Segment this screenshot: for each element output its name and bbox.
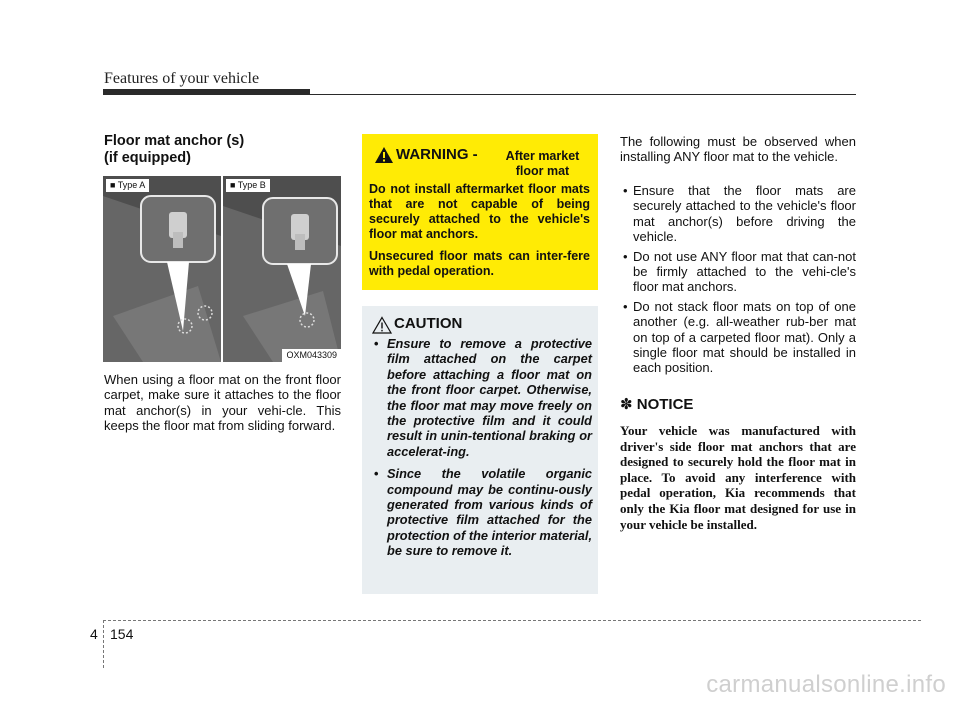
caution-item — [374, 336, 592, 459]
page-header-title: Features of your vehicle — [104, 70, 260, 87]
caution-box — [362, 306, 598, 594]
page-number: 154 — [110, 626, 134, 642]
caution-item-text: Since the volatile organic compound may be continu-ously generated from various kinds of protective film attached for the protection of the interior material, be sure to remove it. — [387, 466, 592, 559]
instructions-intro: The following must be observed when installing ANY floor mat to the vehicle. — [620, 134, 856, 165]
figure-divider — [221, 176, 223, 362]
bullet: • — [623, 183, 628, 198]
header-rule — [103, 89, 310, 95]
bullet: • — [623, 298, 628, 314]
instruction-item — [620, 183, 856, 245]
instruction-item-text: Ensure that the floor mats are securely attached to the vehicle's floor mat anchor(s) before driving the vehicle. — [633, 183, 856, 245]
chapter-number: 4 — [90, 626, 98, 642]
warning-body — [369, 182, 590, 286]
section-title-line2: (if equipped) — [104, 150, 191, 166]
floor-mat-anchor-figure — [103, 176, 341, 362]
notice-title: ✽ NOTICE — [620, 396, 694, 413]
bullet: • — [374, 336, 379, 351]
caution-title: CAUTION — [394, 315, 463, 332]
instruction-item-text: Do not stack floor mats on top of one another (e.g. all-weather rub-ber mat on top of a carpeted floor mat). Only a single floor mat should be installed in each position. — [633, 298, 856, 376]
type-b-label: ■ Type B — [226, 179, 270, 192]
caution-item — [374, 466, 592, 558]
bullet: • — [374, 466, 379, 482]
warning-paragraph: Do not install aftermarket floor mats that are not capable of being securely attached to the vehicle's floor mat anchors. — [369, 182, 590, 241]
instruction-item — [620, 299, 856, 376]
section-title — [104, 133, 354, 167]
type-a-photo — [103, 176, 221, 362]
caution-list — [374, 336, 592, 566]
instructions-list — [620, 183, 856, 380]
type-b-photo — [223, 176, 341, 362]
section-body: When using a floor mat on the front floor carpet, make sure it attaches to the floor mat anchor(s) in your vehi-cle. This keeps the floor mat from sliding forward. — [104, 372, 341, 434]
warning-title: WARNING - — [396, 146, 478, 163]
notice-body: Your vehicle was manufactured with driver's side floor mat anchors that are designed to securely hold the floor mat in place. To avoid any interference with pedal operation, Kia recommends that only the Kia floor mat designed for use in your vehicle be installed. — [620, 423, 856, 532]
figure-code: OXM043309 — [282, 349, 341, 362]
section-title-line1: Floor mat anchor (s) — [104, 133, 245, 149]
instruction-item — [620, 249, 856, 295]
warning-subtitle: After market floor mat — [505, 149, 580, 178]
footer-divider — [103, 620, 104, 668]
warning-box — [362, 134, 598, 290]
instruction-item-text: Do not use ANY floor mat that can-not be firmly attached to the vehi-cle's floor mat anchors. — [633, 248, 856, 295]
warning-paragraph: Unsecured floor mats can inter-fere with pedal operation. — [369, 249, 590, 278]
warning-triangle-icon — [374, 146, 394, 164]
bullet: • — [623, 248, 628, 264]
header-rule-thin — [310, 94, 856, 95]
caution-item-text: Ensure to remove a protective film attached on the carpet before attaching a floor mat on the front floor carpet. Otherwise, the floor mat may move freely on the protective film and it could result in unin-tentional braking or accelerat-ing. — [387, 336, 592, 459]
type-a-label: ■ Type A — [106, 179, 149, 192]
caution-triangle-icon — [372, 316, 392, 334]
footer-rule — [103, 620, 921, 621]
watermark: carmanualsonline.info — [706, 671, 946, 698]
